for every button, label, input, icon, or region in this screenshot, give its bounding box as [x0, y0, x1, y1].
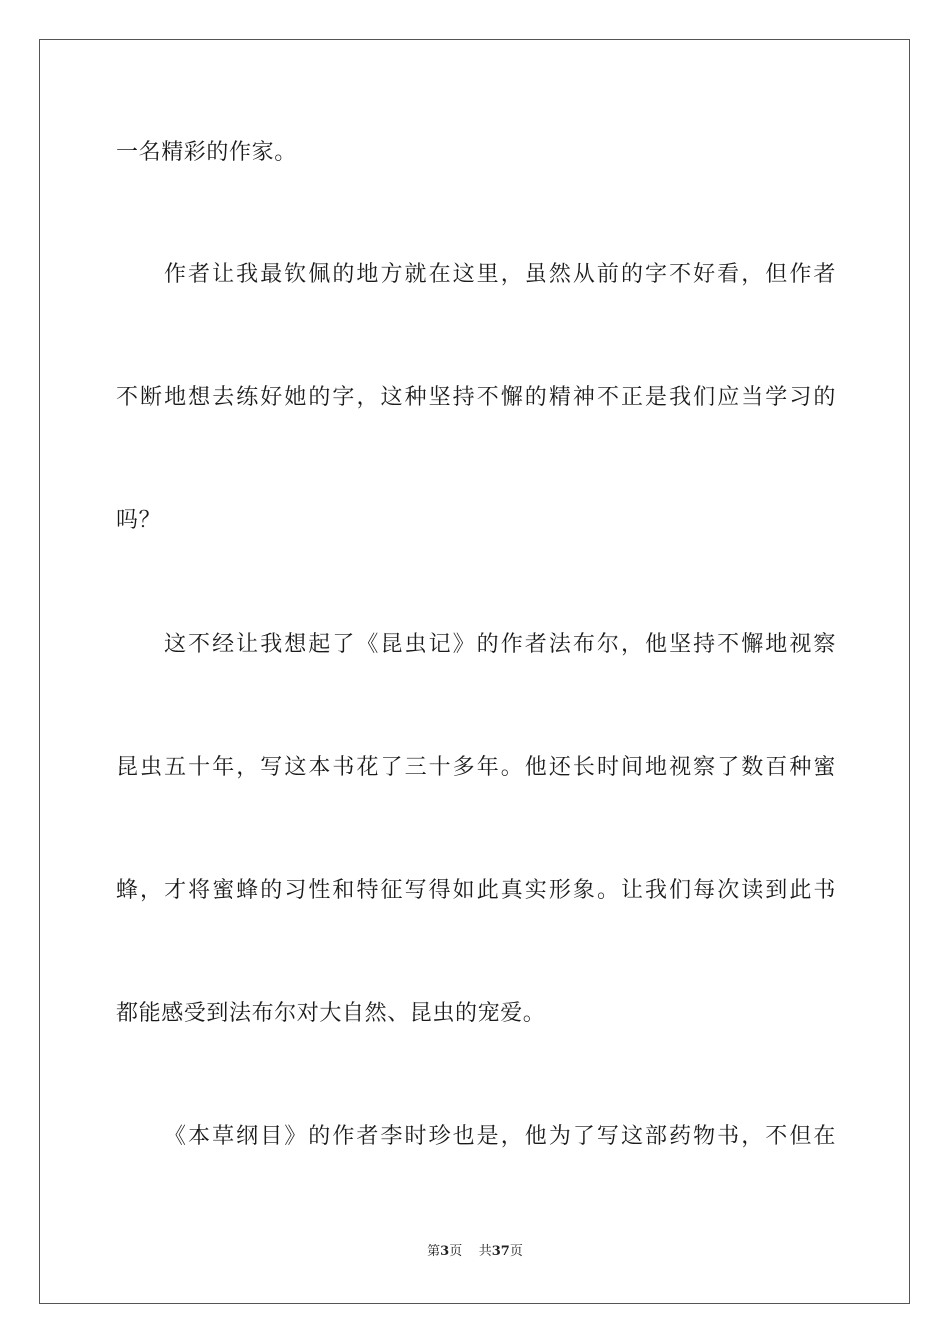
text-line-7: 蜂，才将蜜蜂的习性和特征写得如此真实形象。让我们每次读到此书 [116, 878, 836, 903]
text-line-5: 这不经让我想起了《昆虫记》的作者法布尔，他坚持不懈地视察 [164, 632, 836, 657]
text-line-1: 一名精彩的作家。 [116, 140, 297, 165]
footer-total-prefix: 共 [478, 1244, 492, 1259]
text-line-9: 《本草纲目》的作者李时珍也是，他为了写这部药物书，不但在 [164, 1124, 836, 1149]
text-line-2: 作者让我最钦佩的地方就在这里，虽然从前的字不好看，但作者 [164, 262, 836, 287]
footer-total-pages: 37 [491, 1244, 510, 1259]
footer-total-suffix: 页 [509, 1244, 523, 1259]
footer-page-suffix: 页 [449, 1244, 463, 1259]
text-line-6: 昆虫五十年，写这本书花了三十多年。他还长时间地视察了数百种蜜 [116, 755, 836, 780]
footer-page-number: 3 [440, 1244, 450, 1259]
footer-page-prefix: 第 [427, 1244, 441, 1259]
text-line-8: 都能感受到法布尔对大自然、昆虫的宠爱。 [116, 1001, 546, 1026]
page-footer [0, 1243, 950, 1261]
text-line-3: 不断地想去练好她的字，这种坚持不懈的精神不正是我们应当学习的 [116, 385, 836, 410]
page-border [39, 39, 910, 1304]
text-line-4: 吗？ [116, 508, 162, 533]
